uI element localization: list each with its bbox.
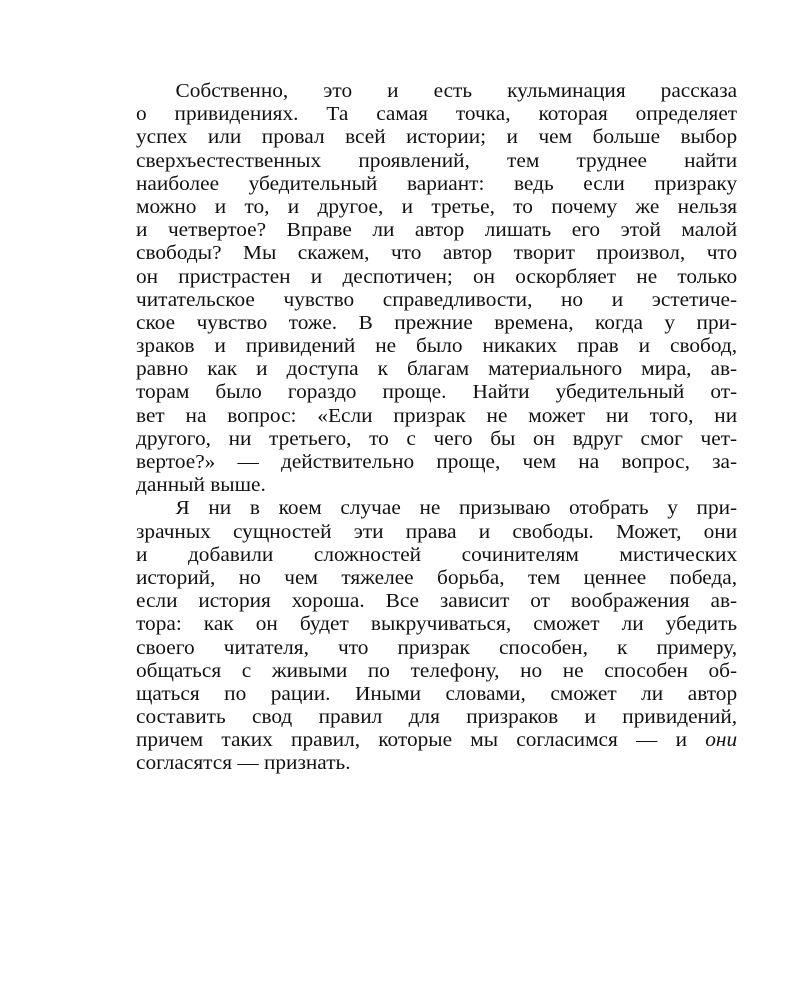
text-line: своего читателя, что призрак способен, к примеру, bbox=[136, 636, 738, 659]
text-line: Собственно, это и есть кульминация рассказа bbox=[175, 80, 738, 102]
text-line: о привидениях. Та самая точка, которая определяет bbox=[136, 103, 738, 126]
text-line: можно и то, и другое, и третье, то почему же нельзя bbox=[136, 195, 738, 218]
text-line: сверхъестественных проявлений, тем труднее найти bbox=[136, 149, 738, 172]
text-line-segment: причем таких правил, которые мы согласимся — и bbox=[136, 729, 706, 752]
text-line: ское чувство тоже. В прежние времена, когда у при- bbox=[136, 311, 738, 334]
text-line: равно как и доступа к благам материального мира, ав- bbox=[136, 358, 738, 381]
text-line: торам было гораздо проще. Найти убедительный от- bbox=[136, 381, 738, 404]
paragraph-1 bbox=[136, 80, 737, 497]
text-line: и добавили сложностей сочинителям мистических bbox=[136, 543, 738, 566]
text-line: вет на вопрос: «Если призрак не может ни того, ни bbox=[136, 404, 738, 427]
text-line: свободы? Мы скажем, что автор творит произвол, что bbox=[136, 242, 738, 265]
text-line: читательское чувство справедливости, но и эстетиче- bbox=[136, 288, 738, 311]
text-line: вертое?» — действительно проще, чем на вопрос, за- bbox=[136, 451, 738, 473]
body-text bbox=[136, 80, 737, 776]
text-line: зраков и привидений не было никаких прав и свобод, bbox=[136, 335, 738, 358]
text-line: щаться по рации. Иными словами, сможет ли автор bbox=[136, 682, 738, 705]
text-line: составить свод правил для призраков и привидений, bbox=[136, 706, 738, 729]
text-line: общаться с живыми по телефону, но не способен об- bbox=[136, 659, 738, 682]
text-line: историй, но чем тяжелее борьба, тем ценнее победа, bbox=[136, 566, 738, 589]
text-line: зрачных сущностей эти права и свободы. Может, они bbox=[136, 520, 738, 543]
emphasis-word: они bbox=[705, 729, 738, 752]
text-line bbox=[136, 729, 737, 752]
text-line: тора: как он будет выкручиваться, сможет ли убедить bbox=[136, 613, 738, 636]
text-line: наиболее убедительный вариант: ведь если призраку bbox=[136, 172, 738, 195]
paragraph-2 bbox=[136, 497, 737, 775]
text-line: другого, ни третьего, то с чего бы он вдруг смог чет- bbox=[136, 427, 738, 450]
text-line: Я ни в коем случае не призываю отобрать у при- bbox=[175, 497, 738, 520]
text-line: и четвертое? Вправе ли автор лишать его этой малой bbox=[136, 219, 738, 242]
text-line: успех или провал всей истории; и чем больше выбор bbox=[136, 126, 738, 149]
text-line: он пристрастен и деспотичен; он оскорбляет не только bbox=[136, 265, 738, 288]
text-line: данный выше. bbox=[136, 474, 266, 497]
text-line: если история хороша. Все зависит от воображения ав- bbox=[136, 590, 738, 613]
text-line: согласятся — признать. bbox=[136, 752, 351, 775]
